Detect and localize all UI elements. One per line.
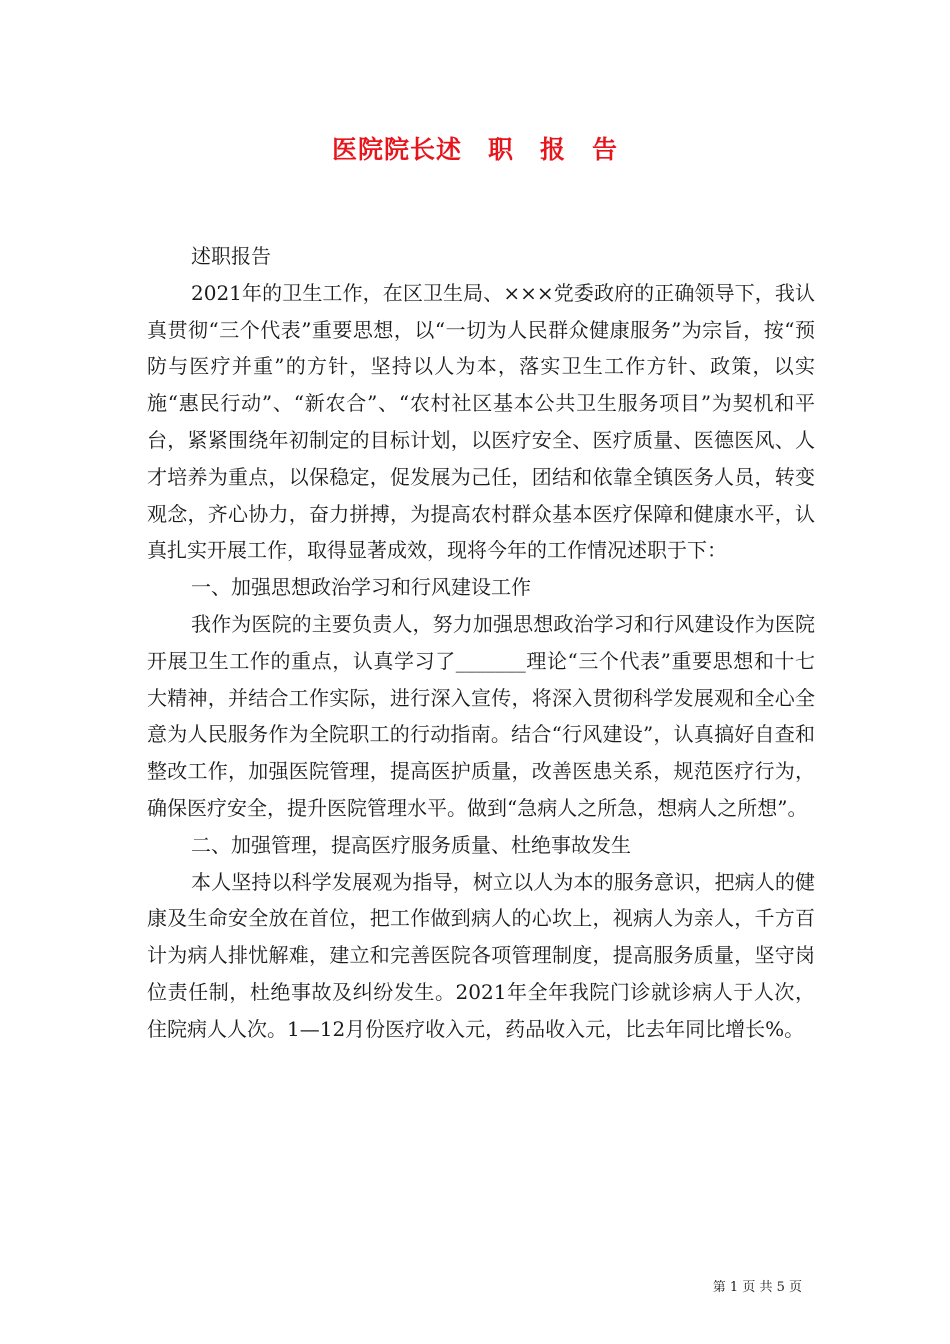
- document-body: [147, 238, 815, 1048]
- paragraph-section-2: 本人坚持以科学发展观为指导，树立以人为本的服务意识，把病人的健康及生命安全放在首位，把工作做到病人的心坎上，视病人为亲人，千方百计为病人排忧解难，建立和完善医院各项管理制度，提高服务质量，坚守岗位责任制，杜绝事故及纠纷发生。2021年全年我院门诊就诊病人于人次，住院病人人次。1—12月份医疗收入元，药品收入元，比去年同比增长%。: [147, 869, 815, 1041]
- page-number: 第 1 页 共 5 页: [712, 1280, 802, 1295]
- paragraph-intro: 2021年的卫生工作，在区卫生局、×××党委政府的正确领导下，我认真贯彻“三个代表”重要思想，以“一切为人民群众健康服务”为宗旨，按“预防与医疗并重”的方针，坚持以人为本，落实卫生工作方针、政策，以实施“惠民行动”、“新农合”、“农村社区基本公共卫生服务项目”为契机和平台，紧紧围绕年初制定的目标计划，以医疗安全、医疗质量、医德医风、人才培养为重点，以保稳定，促发展为己任，团结和依靠全镇医务人员，转变观念，齐心协力，奋力拼搏，为提高农村群众基本医疗保障和健康水平，认真扎实开展工作，取得显著成效，现将今年的工作情况述职于下：: [147, 280, 815, 563]
- section-heading-2: 二、加强管理，提高医疗服务质量、杜绝事故发生: [191, 832, 631, 857]
- paragraph-subtitle: 述职报告: [191, 244, 271, 268]
- page-title: 医院院长述 职 报 告: [331, 135, 618, 164]
- section-heading-1: 一、加强思想政治学习和行风建设工作: [191, 575, 531, 600]
- paragraph-section-1: 我作为医院的主要负责人，努力加强思想政治学习和行风建设作为医院开展卫生工作的重点，认真学习了_______理论“三个代表”重要思想和十七大精神，并结合工作实际，进行深入宣传，将深入贯彻科学发展观和全心全意为人民服务作为全院职工的行动指南。结合“行风建设”，认真搞好自查和整改工作，加强医院管理，提高医护质量，改善医患关系，规范医疗行为，确保医疗安全，提升医院管理水平。做到“急病人之所急，想病人之所想”。: [147, 611, 815, 820]
